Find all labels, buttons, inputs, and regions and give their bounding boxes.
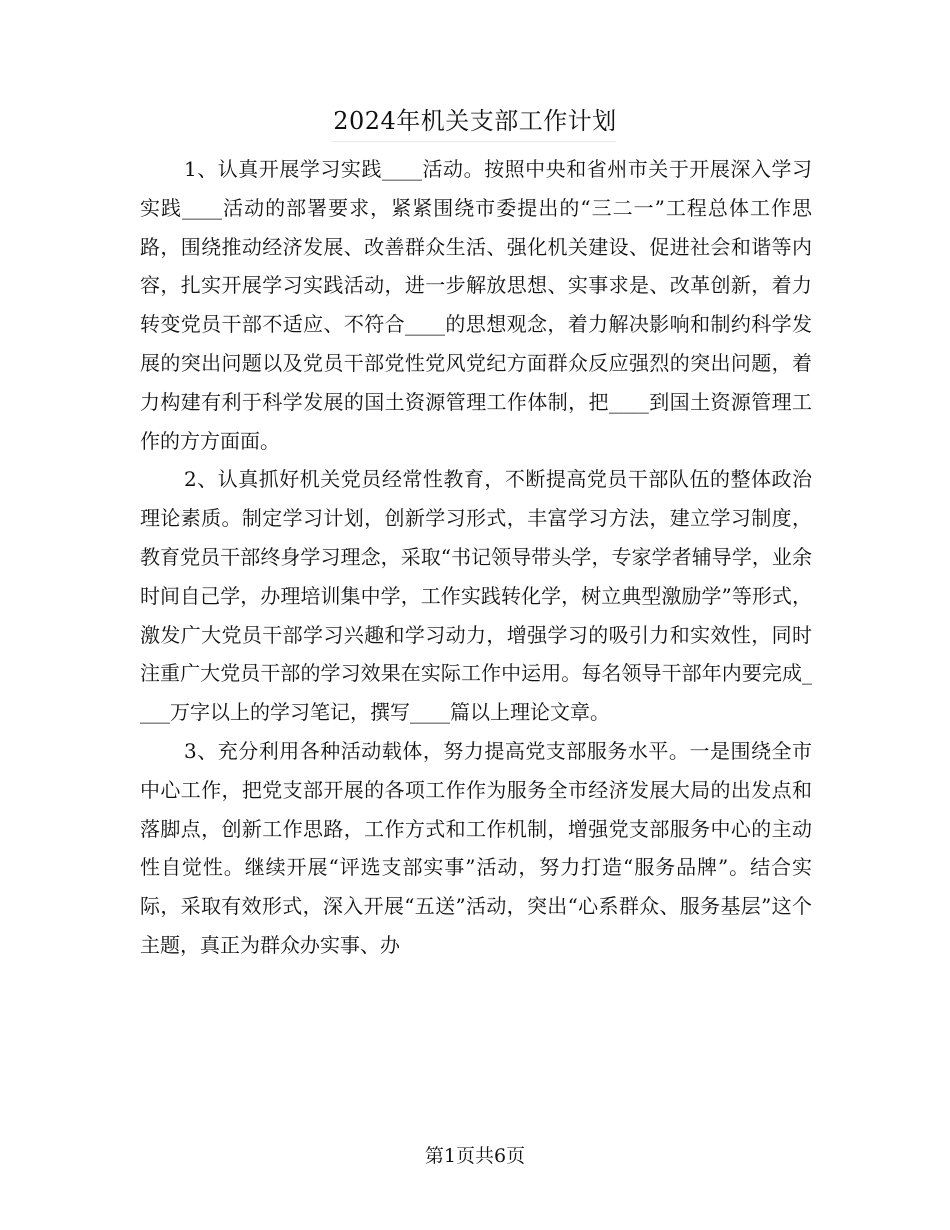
paragraph-3: 3、充分利用各种活动载体，努力提高党支部服务水平。一是围绕全市中心工作，把党支部开展的各项工作作为服务全市经济发展大局的出发点和落脚点，创新工作思路，工作方式和工作机制，增强党支部服务中心的主动性自觉性。继续开展“评选支部实事”活动，努力打造“服务品牌”。结合实际，采取有效形式，深入开展“五送”活动，突出“心系群众、服务基层”这个主题，真正为群众办实事、办 — [140, 738, 812, 957]
document-title: 2024年机关支部工作计划 — [333, 107, 617, 135]
page-number-footer: 第1页共6页 — [424, 1145, 526, 1167]
paragraph-2: 2、认真抓好机关党员经常性教育，不断提高党员干部队伍的整体政治理论素质。制定学习计划，创新学习形式，丰富学习方法，建立学习制度，教育党员干部终身学习理念，采取“书记领导带头学，专家学者辅导学，业余时间自己学，办理培训集中学，工作实践转化学，树立典型激励学”等形式，激发广大党员干部学习兴趣和学习动力，增强学习的吸引力和实效性，同时注重广大党员干部的学习效果在实际工作中运用。每名领导干部年内要完成____万字以上的学习笔记，撰写____篇以上理论文章。 — [140, 467, 812, 725]
paragraph-1: 1、认真开展学习实践____活动。按照中央和省州市关于开展深入学习实践____活动的部署要求，紧紧围绕市委提出的“三二一”工程总体工作思路，围绕推动经济发展、改善群众生活、强化机关建设、促进社会和谐等内容，扎实开展学习实践活动，进一步解放思想、实事求是、改革创新，着力转变党员干部不适应、不符合____的思想观念，着力解决影响和制约科学发展的突出问题以及党员干部党性党风党纪方面群众反应强烈的突出问题，着力构建有利于科学发展的国土资源管理工作体制，把____到国土资源管理工作的方方面面。 — [140, 157, 812, 453]
title-underline — [332, 141, 616, 142]
document-body — [140, 150, 812, 965]
